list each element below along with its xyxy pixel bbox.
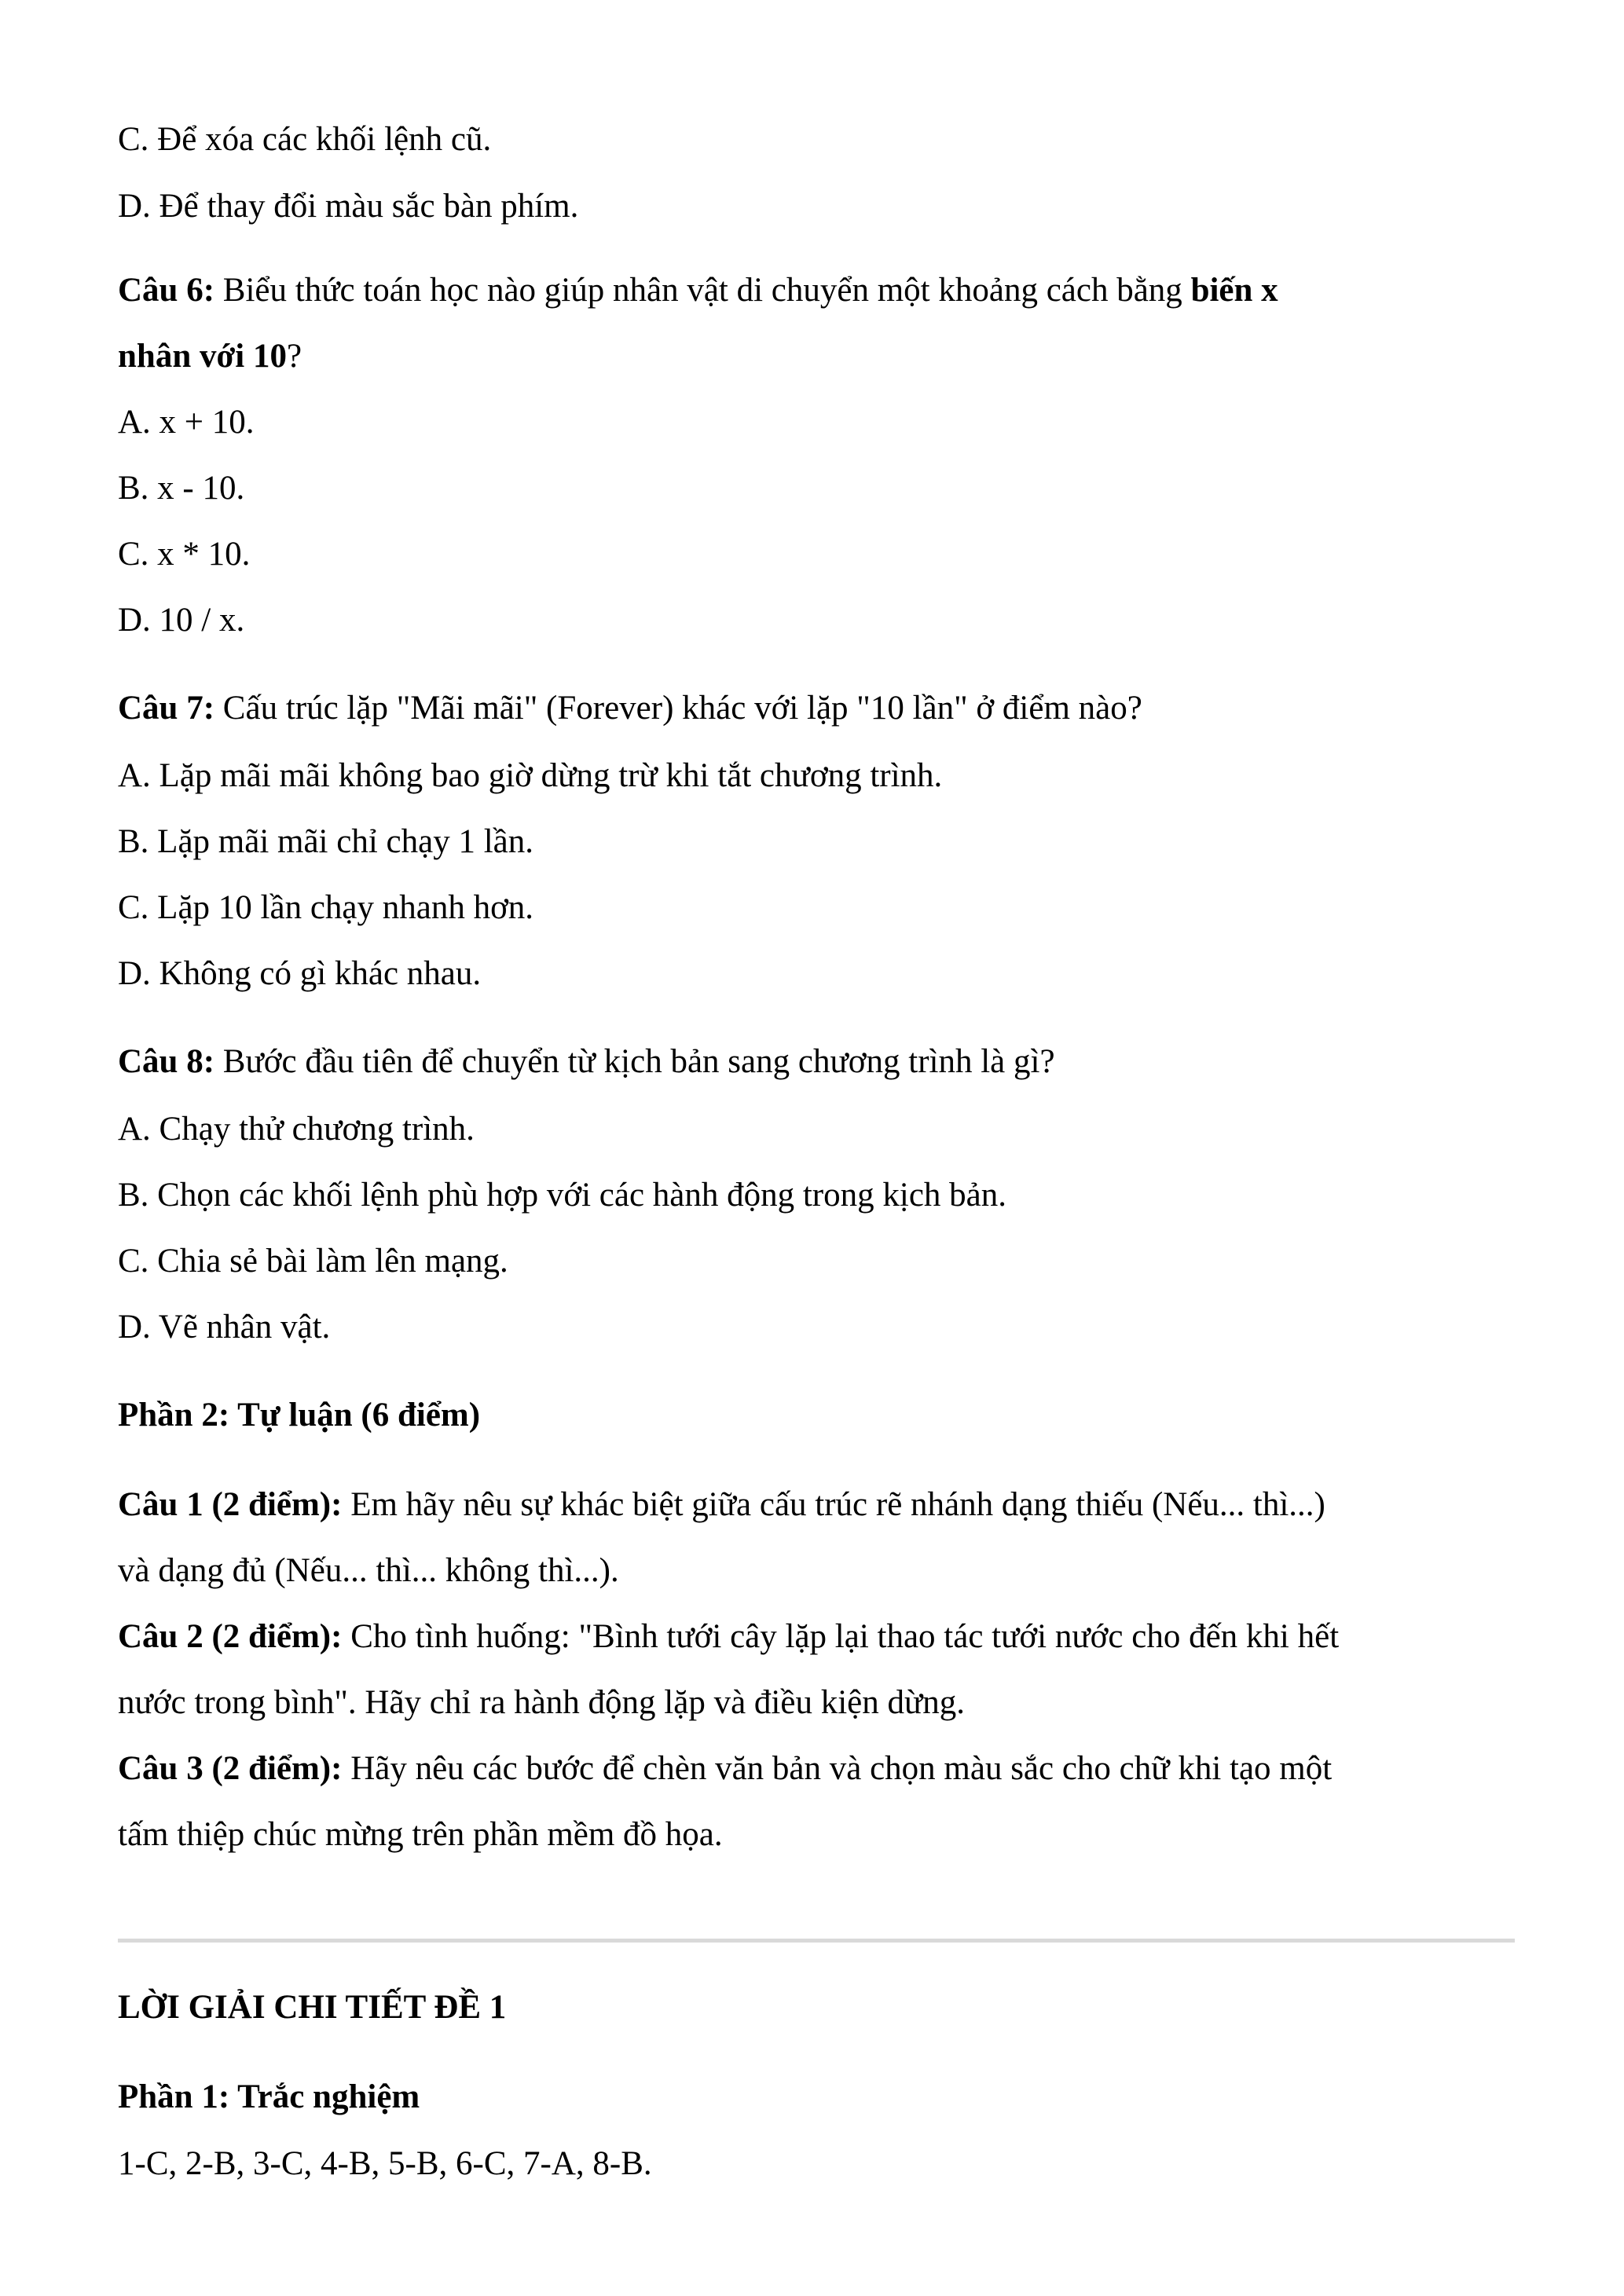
- essay-q3-label: Câu 3 (2 điểm):: [118, 1750, 343, 1787]
- essay-q2-label: Câu 2 (2 điểm):: [118, 1618, 343, 1655]
- essay-q3-line1: [118, 1749, 1332, 1789]
- q6-option-a: A. x + 10.: [118, 404, 255, 441]
- essay-q1-text: Em hãy nêu sự khác biệt giữa cấu trúc rẽ nhánh dạng thiếu (Nếu... thì...): [342, 1486, 1325, 1523]
- q7-text: Cấu trúc lặp "Mãi mãi" (Forever) khác với lặp "10 lần" ở điểm nào?: [214, 690, 1142, 727]
- solution-part1-heading: Phần 1: Trắc nghiệm: [118, 2078, 420, 2115]
- part2-heading: Phần 2: Tự luận (6 điểm): [118, 1397, 481, 1434]
- essay-q1-line2: và dạng đủ (Nếu... thì... không thì...).: [118, 1552, 619, 1589]
- essay-q1-label: Câu 1 (2 điểm):: [118, 1486, 343, 1523]
- q8-text: Bước đầu tiên để chuyển từ kịch bản sang chương trình là gì?: [214, 1043, 1055, 1080]
- essay-q3-text: Hãy nêu các bước để chèn văn bản và chọn màu sắc cho chữ khi tạo một: [342, 1750, 1333, 1787]
- q5-option-d: D. Để thay đổi màu sắc bàn phím.: [118, 188, 579, 225]
- q8-option-d: D. Vẽ nhân vật.: [118, 1309, 331, 1346]
- q7-option-a: A. Lặp mãi mãi không bao giờ dừng trừ khi tắt chương trình.: [118, 757, 943, 794]
- section-divider: [118, 1939, 1515, 1943]
- q6-option-d: D. 10 / x.: [118, 602, 245, 639]
- q8-label: Câu 8:: [118, 1043, 215, 1080]
- q8-stem: [118, 1042, 1055, 1082]
- q6-text-b: ?: [287, 338, 302, 375]
- q6-label: Câu 6:: [118, 272, 215, 309]
- q6-option-c: C. x * 10.: [118, 536, 251, 573]
- essay-q1-line1: [118, 1485, 1325, 1525]
- q6-text-a: Biểu thức toán học nào giúp nhân vật di chuyển một khoảng cách bằng: [214, 272, 1191, 309]
- q7-option-c: C. Lặp 10 lần chạy nhanh hơn.: [118, 889, 534, 926]
- q7-stem: [118, 688, 1142, 729]
- q6-stem-line2: [118, 336, 302, 377]
- q8-option-a: A. Chạy thử chương trình.: [118, 1111, 475, 1148]
- essay-q2-line2: nước trong bình". Hãy chỉ ra hành động lặp và điều kiện dừng.: [118, 1684, 966, 1721]
- solution-title: LỜI GIẢI CHI TIẾT ĐỀ 1: [118, 1989, 507, 2026]
- q6-option-b: B. x - 10.: [118, 470, 245, 507]
- q7-option-b: B. Lặp mãi mãi chỉ chạy 1 lần.: [118, 823, 533, 860]
- q6-bold-a: biến x: [1190, 272, 1278, 309]
- essay-q2-text: Cho tình huống: "Bình tưới cây lặp lại thao tác tưới nước cho đến khi hết: [342, 1618, 1340, 1655]
- q6-stem-line1: [118, 270, 1278, 311]
- q6-bold-b: nhân với 10: [118, 338, 287, 375]
- essay-q2-line1: [118, 1617, 1339, 1657]
- q5-option-c: C. Để xóa các khối lệnh cũ.: [118, 121, 492, 158]
- q7-label: Câu 7:: [118, 690, 215, 727]
- q8-option-c: C. Chia sẻ bài làm lên mạng.: [118, 1243, 508, 1280]
- q8-option-b: B. Chọn các khối lệnh phù hợp với các hành động trong kịch bản.: [118, 1177, 1006, 1214]
- q7-option-d: D. Không có gì khác nhau.: [118, 955, 482, 992]
- essay-q3-line2: tấm thiệp chúc mừng trên phần mềm đồ họa.: [118, 1816, 723, 1853]
- answer-key: 1-C, 2-B, 3-C, 4-B, 5-B, 6-C, 7-A, 8-B.: [118, 2145, 652, 2182]
